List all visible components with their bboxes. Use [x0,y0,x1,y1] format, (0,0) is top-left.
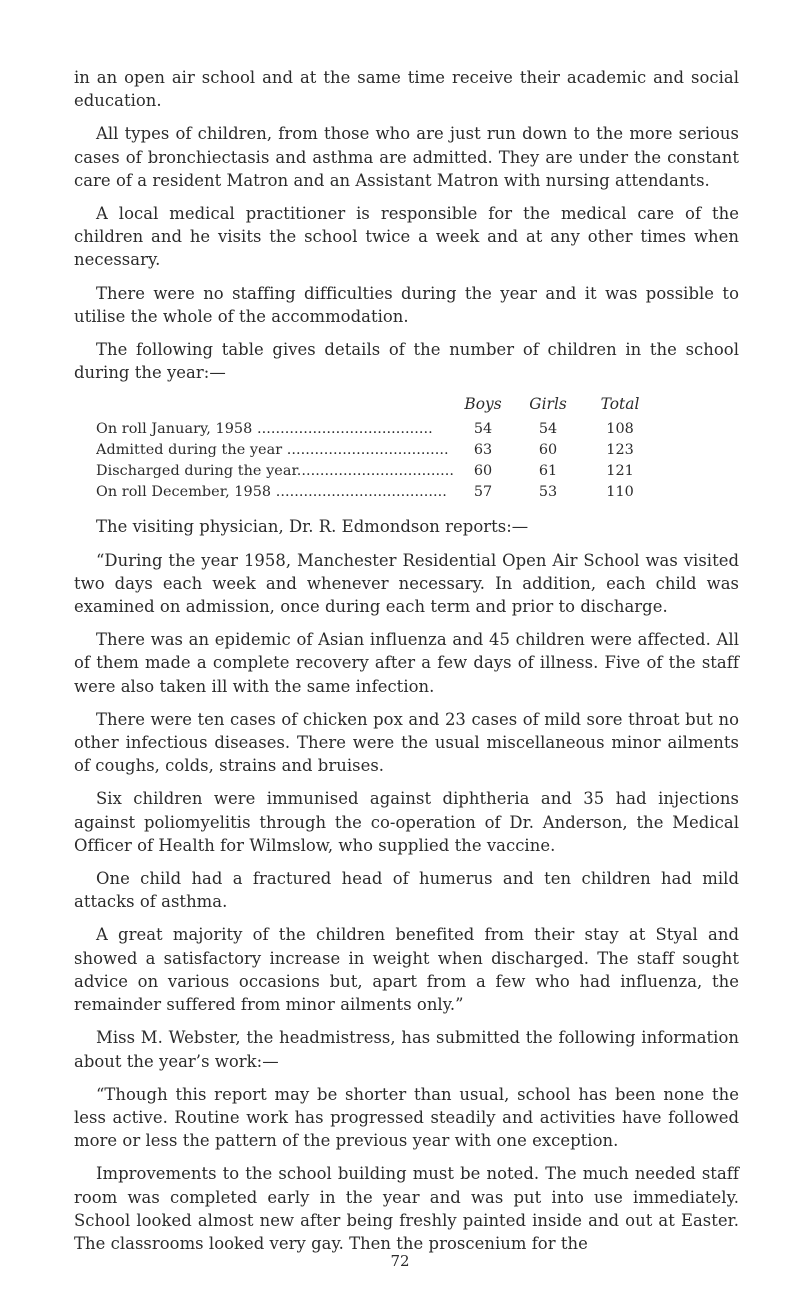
paragraph: Six children were immunised against diphtheria and 35 had injections against poliomyelitis through the co-operation of Dr. Anderson, the Medical Officer of Health for Wilmslow, who supplied the vaccine. [74,789,739,855]
paragraph: Miss M. Webster, the headmistress, has submitted the following information about the year’s work:— [74,1028,739,1071]
cell-boys: 60 [473,463,493,480]
paragraph: “During the year 1958, Manchester Residential Open Air School was visited two days each week and whenever necessary. In addition, each child was examined on admission, once during each term and prior to discharge. [74,550,739,617]
children-table [96,394,656,503]
paragraph: There were no staffing difficulties during the year and it was possible to utilise the whole of the accommodation. [74,283,739,326]
cell-total: 121 [606,463,634,480]
paragraph: “Though this report may be shorter than usual, school has been none the less active. Routine work has progressed steadily and activities have followed more or less the pattern of the previous year with one exception. [74,1084,739,1151]
cell-total: 110 [606,484,634,501]
row-label: On roll December, 1958 ..................................... [96,484,447,501]
page-number: 72 [390,1252,410,1270]
paragraph: Improvements to the school building must be noted. The much needed staff room was completed early in the year and was put into use immediately. School looked almost new after being freshly painted inside and out at Easter. The classrooms looked very gay. Then the proscenium for the [74,1164,739,1253]
table-row [96,461,656,482]
paragraph: There was an epidemic of Asian influenza and 45 children were affected. All of them made a complete recovery after a few days of illness. Five of the staff were also taken ill with the same infection. [74,630,739,696]
page-body [74,66,739,1265]
row-label: Admitted during the year ................................... [96,442,449,459]
paragraph: The following table gives details of the number of children in the school during the year:— [74,340,739,383]
column-header-total: Total [600,395,640,414]
paragraph: All types of children, from those who are just run down to the more serious cases of bronchiectasis and asthma are admitted. They are under the constant care of a resident Matron and an Assistant Matron with nursing attendants. [74,124,739,190]
column-header-girls: Girls [529,395,567,414]
paragraph: The visiting physician, Dr. R. Edmondson reports:— [96,517,529,537]
table-row [96,419,656,440]
table-row [96,440,656,461]
paragraph: A local medical practitioner is responsible for the medical care of the children and he visits the school twice a week and at any other times when necessary. [74,204,739,270]
cell-boys: 54 [473,421,493,438]
cell-boys: 57 [473,484,493,501]
cell-girls: 60 [538,442,558,459]
table-header-row [96,394,656,419]
cell-girls: 54 [538,421,558,438]
row-label: On roll January, 1958 ...................................... [96,421,433,438]
paragraph: There were ten cases of chicken pox and 23 cases of mild sore throat but no other infectious diseases. There were the usual miscellaneous minor ailments of coughs, colds, strains and bruises. [74,709,739,776]
column-header-boys: Boys [464,395,502,414]
paragraph: in an open air school and at the same time receive their academic and social education. [74,68,739,111]
cell-girls: 53 [538,484,558,501]
cell-girls: 61 [538,463,558,480]
row-label: Discharged during the year.................................. [96,463,455,480]
paragraph: A great majority of the children benefited from their stay at Styal and showed a satisfactory increase in weight when discharged. The staff sought advice on various occasions but, apart from a few who had influenza, the remainder suffered from minor ailments only.” [74,925,739,1015]
table-header-blank [96,394,454,419]
cell-total: 108 [606,421,634,438]
cell-total: 123 [606,442,634,459]
cell-boys: 63 [473,442,493,459]
paragraph: One child had a fractured head of humerus and ten children had mild attacks of asthma. [74,869,739,912]
table-row [96,482,656,503]
